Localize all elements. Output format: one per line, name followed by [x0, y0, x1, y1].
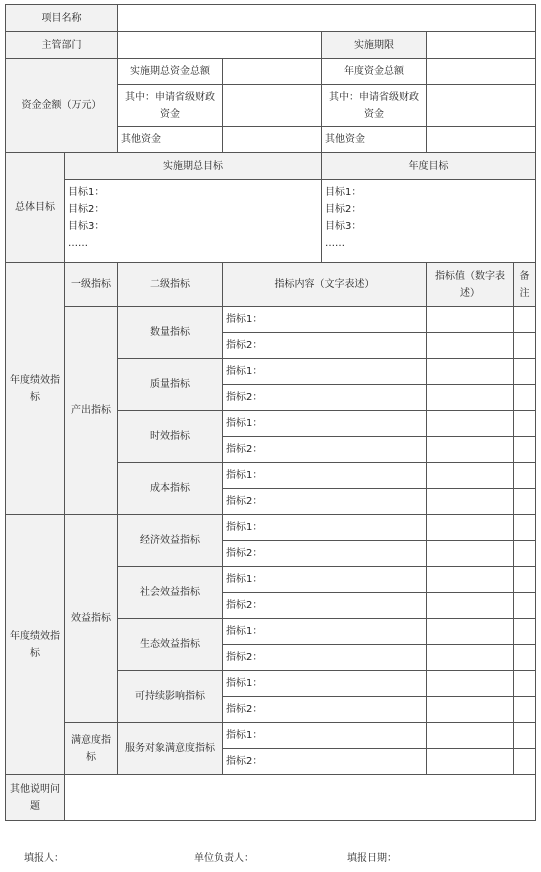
indicator-2[interactable]: 指标2： [223, 645, 427, 671]
value-cell[interactable] [427, 359, 514, 385]
satisfaction-label: 满意度指标 [65, 723, 118, 775]
dept-field[interactable] [118, 32, 322, 59]
indicator-2[interactable]: 指标2： [223, 437, 427, 463]
goal-line: …… [325, 238, 345, 249]
remark-cell[interactable] [514, 307, 536, 333]
annual-goal-header: 年度目标 [322, 153, 536, 180]
value-cell[interactable] [427, 723, 514, 749]
other-notes-label: 其他说明问题 [6, 775, 65, 821]
value-cell[interactable] [427, 515, 514, 541]
indicator-1[interactable]: 指标1： [223, 671, 427, 697]
remark-cell[interactable] [514, 463, 536, 489]
remark-cell[interactable] [514, 567, 536, 593]
quantity-label: 数量指标 [118, 307, 223, 359]
goal-line: 目标1： [68, 187, 105, 198]
indicator-2[interactable]: 指标2： [223, 385, 427, 411]
period-total-label: 实施期总资金总额 [118, 59, 223, 85]
value-cell[interactable] [427, 541, 514, 567]
period-other-label: 其他资金 [118, 127, 223, 153]
value-cell[interactable] [427, 463, 514, 489]
remark-cell[interactable] [514, 671, 536, 697]
annual-total-field[interactable] [427, 59, 536, 85]
indicator-1[interactable]: 指标1： [223, 515, 427, 541]
project-name-field[interactable] [118, 5, 536, 32]
period-total-field[interactable] [223, 59, 322, 85]
goal-line: …… [68, 238, 88, 249]
other-notes-field[interactable] [65, 775, 536, 821]
filler-label: 填报人： [24, 853, 64, 864]
cost-label: 成本指标 [118, 463, 223, 515]
indicator-2[interactable]: 指标2： [223, 541, 427, 567]
sustainable-label: 可持续影响指标 [118, 671, 223, 723]
goal-line: 目标2： [68, 204, 105, 215]
remark-cell[interactable] [514, 697, 536, 723]
indicator-2[interactable]: 指标2： [223, 593, 427, 619]
period-field[interactable] [427, 32, 536, 59]
remark-cell[interactable] [514, 489, 536, 515]
value-cell[interactable] [427, 333, 514, 359]
indicator-2[interactable]: 指标2： [223, 333, 427, 359]
value-header: 指标值（数字表述） [427, 263, 514, 307]
indicator-2[interactable]: 指标2： [223, 489, 427, 515]
economic-label: 经济效益指标 [118, 515, 223, 567]
remark-cell[interactable] [514, 333, 536, 359]
funds-label: 资金金额（万元） [6, 59, 118, 153]
level2-header: 二级指标 [118, 263, 223, 307]
overall-goal-label: 总体目标 [6, 153, 65, 263]
remark-cell[interactable] [514, 437, 536, 463]
content-header: 指标内容（文字表述） [223, 263, 427, 307]
annual-goal-list[interactable] [322, 180, 536, 263]
value-cell[interactable] [427, 385, 514, 411]
value-cell[interactable] [427, 645, 514, 671]
value-cell[interactable] [427, 437, 514, 463]
period-apply-label: 其中：申请省级财政资金 [118, 85, 223, 127]
indicator-1[interactable]: 指标1： [223, 307, 427, 333]
indicator-1[interactable]: 指标1： [223, 619, 427, 645]
period-goal-header: 实施期总目标 [65, 153, 322, 180]
performance-goal-form [5, 4, 536, 821]
remark-cell[interactable] [514, 593, 536, 619]
remark-cell[interactable] [514, 645, 536, 671]
value-cell[interactable] [427, 593, 514, 619]
goal-line: 目标1： [325, 187, 362, 198]
goal-line: 目标2： [325, 204, 362, 215]
value-cell[interactable] [427, 567, 514, 593]
goal-line: 目标3： [325, 221, 362, 232]
indicator-1[interactable]: 指标1： [223, 723, 427, 749]
value-cell[interactable] [427, 671, 514, 697]
dept-label: 主管部门 [6, 32, 118, 59]
remark-cell[interactable] [514, 359, 536, 385]
period-apply-field[interactable] [223, 85, 322, 127]
value-cell[interactable] [427, 697, 514, 723]
quality-label: 质量指标 [118, 359, 223, 411]
indicator-1[interactable]: 指标1： [223, 359, 427, 385]
benefit-label: 效益指标 [65, 515, 118, 723]
leader-label: 单位负责人： [194, 853, 254, 864]
value-cell[interactable] [427, 619, 514, 645]
remark-cell[interactable] [514, 541, 536, 567]
project-name-label: 项目名称 [6, 5, 118, 32]
remark-cell[interactable] [514, 723, 536, 749]
indicator-2[interactable]: 指标2： [223, 749, 427, 775]
annual-total-label: 年度资金总额 [322, 59, 427, 85]
annual-apply-label: 其中：申请省级财政资金 [322, 85, 427, 127]
kpi-label-1: 年度绩效指标 [6, 263, 65, 515]
output-label: 产出指标 [65, 307, 118, 515]
remark-cell[interactable] [514, 385, 536, 411]
remark-cell[interactable] [514, 515, 536, 541]
level1-header: 一级指标 [65, 263, 118, 307]
annual-apply-field[interactable] [427, 85, 536, 127]
period-label: 实施期限 [322, 32, 427, 59]
goal-line: 目标3： [68, 221, 105, 232]
service-satisfaction-label: 服务对象满意度指标 [118, 723, 223, 775]
indicator-2[interactable]: 指标2： [223, 697, 427, 723]
indicator-1[interactable]: 指标1： [223, 567, 427, 593]
value-cell[interactable] [427, 411, 514, 437]
indicator-1[interactable]: 指标1： [223, 463, 427, 489]
value-cell[interactable] [427, 489, 514, 515]
annual-other-label: 其他资金 [322, 127, 427, 153]
value-cell[interactable] [427, 749, 514, 775]
kpi-label-2: 年度绩效指标 [6, 515, 65, 775]
period-other-field[interactable] [223, 127, 322, 153]
remark-cell[interactable] [514, 619, 536, 645]
remark-cell[interactable] [514, 749, 536, 775]
period-goal-list[interactable] [65, 180, 322, 263]
value-cell[interactable] [427, 307, 514, 333]
timeliness-label: 时效指标 [118, 411, 223, 463]
remark-header: 备注 [514, 263, 536, 307]
ecological-label: 生态效益指标 [118, 619, 223, 671]
annual-other-field[interactable] [427, 127, 536, 153]
indicator-1[interactable]: 指标1： [223, 411, 427, 437]
social-label: 社会效益指标 [118, 567, 223, 619]
remark-cell[interactable] [514, 411, 536, 437]
date-label: 填报日期： [347, 853, 397, 864]
